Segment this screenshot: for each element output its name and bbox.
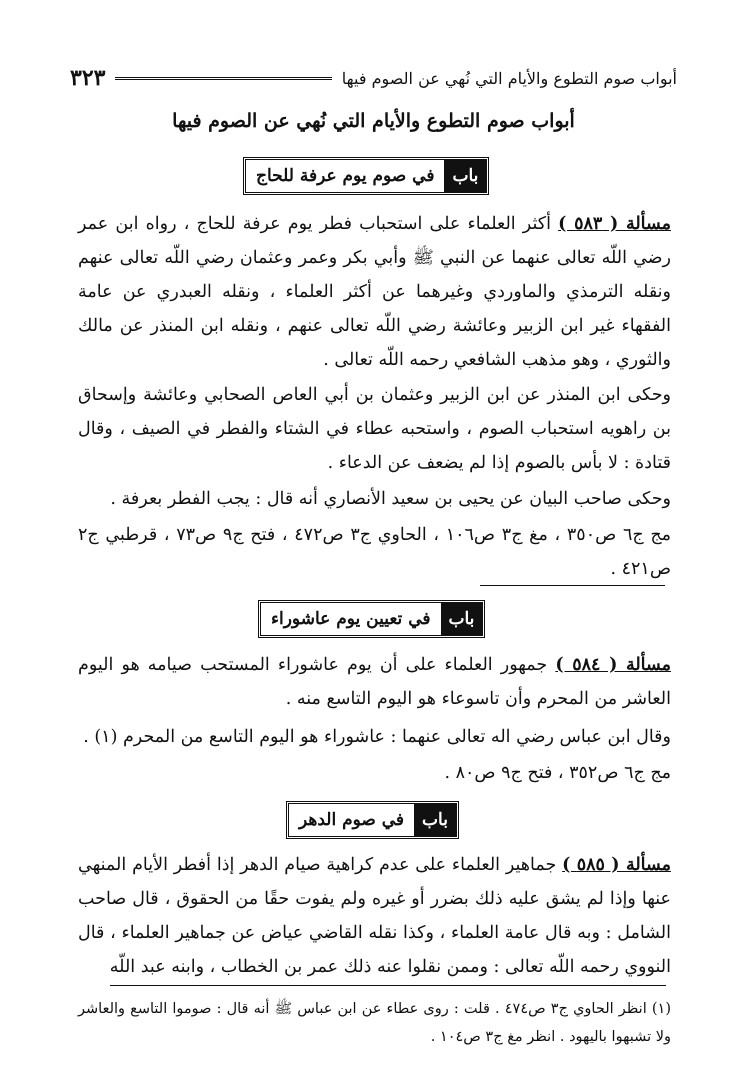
paragraph: وحكى صاحب البيان عن يحيى بن سعيد الأنصاري أنه قال : يجب الفطر بعرفة .	[110, 489, 671, 509]
masala-label: مسألة ( ٥٨٣ )	[558, 214, 671, 234]
masala-583-paragraph	[78, 207, 671, 377]
masala-label: مسألة ( ٥٨٥ )	[562, 855, 671, 875]
paragraph: وحكى ابن المنذر عن ابن الزبير وعثمان بن أبي العاص الصحابي وعائشة وإسحاق بن راهويه استحباب الصوم ، واستحبه عطاء في الشتاء والفطر في الصيف ، وقال قتادة : لا بأس بالصوم إذا لم يضعف عن الدعاء .	[78, 385, 671, 473]
masala-label: مسألة ( ٥٨٤ )	[555, 655, 672, 675]
section-title: في صوم يوم عرفة للحاج	[256, 166, 435, 186]
footnote: (١) انظر الحاوي ج٣ ص٤٧٤ . قلت : روى عطاء عن ابن عباس ﷺ أنه قال : صوموا التاسع والعاشر ولا تشبهوا باليهود . انظر مغ ج٣ ص١٠٤ .	[78, 1001, 671, 1045]
paragraph: وقال ابن عباس رضي اله تعالى عنهما : عاشوراء هو اليوم التاسع من المحرم (١) .	[83, 727, 671, 747]
section-heading-dahr	[286, 801, 459, 839]
section-heading-ashura	[258, 600, 485, 638]
running-header	[70, 58, 677, 98]
bab-label: باب	[444, 160, 486, 192]
separator-rule	[480, 585, 665, 586]
section-title: في صوم الدهر	[299, 810, 405, 830]
bab-label: باب	[414, 804, 456, 836]
footnote-rule	[110, 985, 666, 986]
section-heading-arafah	[243, 157, 489, 195]
masala-584-paragraph	[78, 648, 671, 716]
header-rule	[115, 77, 331, 80]
page-number: ٣٢٣	[70, 65, 106, 91]
section-title: في تعيين يوم عاشوراء	[271, 609, 431, 629]
paragraph-text: جمهور العلماء على أن يوم عاشوراء المستحب صيامه هو اليوم العاشر من المحرم وأن تاسوعاء هو اليوم التاسع منه .	[78, 655, 671, 709]
references: مج ج٦ ص٣٥٠ ، مغ ج٣ ص١٠٦ ، الحاوي ج٣ ص٤٧٢ ، فتح ج٩ ص٧٣ ، قرطبي ج٢ ص٤٢١ .	[78, 525, 672, 579]
masala-585-paragraph	[78, 848, 671, 984]
running-title: أبواب صوم التطوع والأيام التي نُهي عن الصوم فيها	[341, 68, 677, 88]
references: مج ج٦ ص٣٥٢ ، فتح ج٩ ص٨٠ .	[444, 763, 671, 783]
paragraph-text: أكثر العلماء على استحباب فطر يوم عرفة للحاج ، رواه ابن عمر رضي اللّه تعالى عنهما عن النبي ﷺ وأبي بكر وعمر وعثمان رضي اللّه تعالى عنهم ونقله الترمذي والماوردي وغيرهما عن أكثر العلماء ، ونقله العبدري عن عامة الفقهاء غير ابن الزبير وعائشة رضي اللّه تعالى عنهم ، ونقله ابن المنذر عن مالك والثوري ، وهو مذهب الشافعي رحمه اللّه تعالى .	[78, 214, 671, 370]
bab-label: باب	[441, 603, 483, 635]
paragraph-text: جماهير العلماء على عدم كراهية صيام الدهر إذا أفطر الأيام المنهي عنها وإذا لم يشق عليه ذلك بضرر أو غيره ولم يفوت حقًا من الحقوق ، قال صاحب الشامل : وبه قال عامة العلماء ، وكذا نقله القاضي عياض عن جماهير العلماء ، قال النووي رحمه اللّه تعالى : وممن نقلوا عنه ذلك عمر بن الخطاب ، وابنه عبد اللّه	[78, 855, 671, 977]
chapter-title: أبواب صوم التطوع والأيام التي نُهي عن الصوم فيها	[172, 110, 575, 132]
